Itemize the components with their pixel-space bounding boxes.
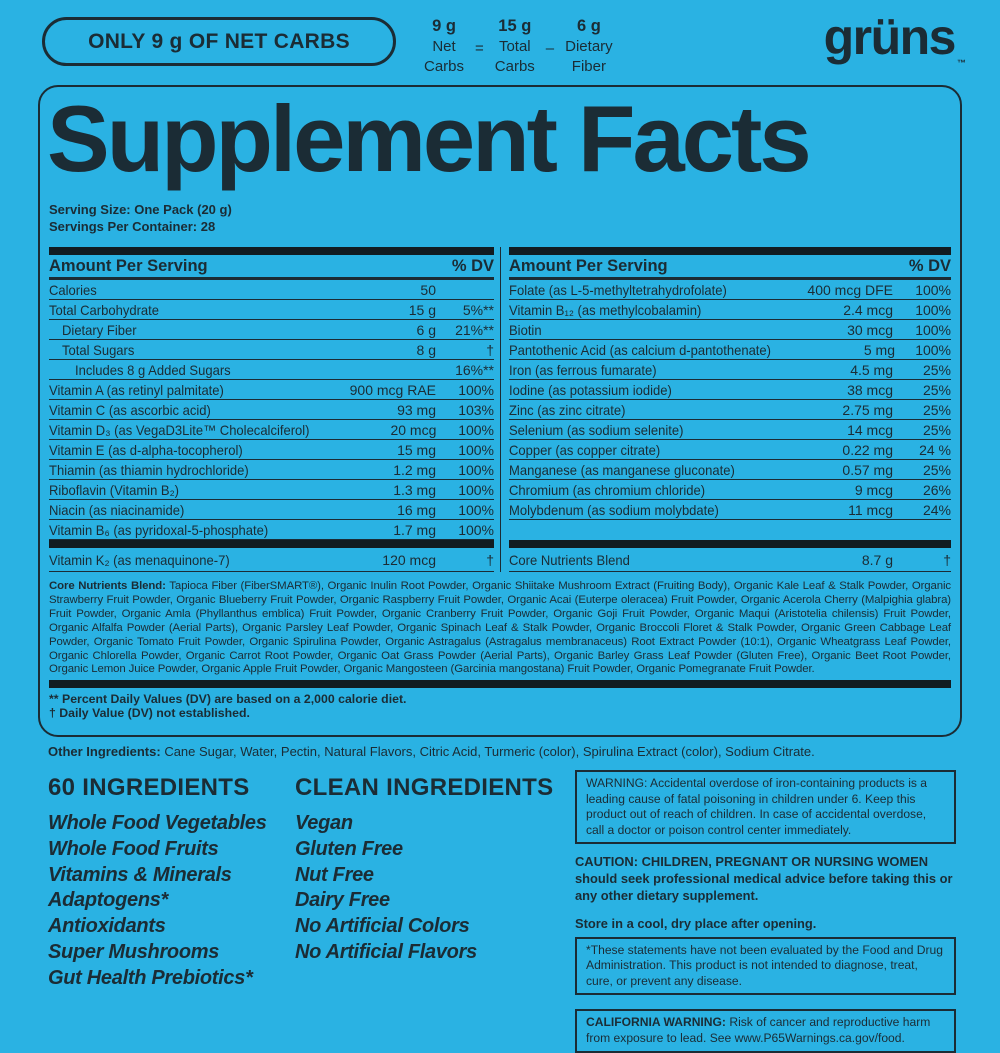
- column-header-amount: Amount Per Serving: [509, 256, 668, 275]
- nutrient-row: [49, 440, 494, 460]
- nutrient-row: [509, 360, 951, 380]
- nutrient-amount: 30 mcg: [847, 321, 893, 338]
- table-header: [49, 255, 494, 280]
- nutrient-amount: 2.75 mg: [842, 401, 893, 418]
- list-item: No Artificial Colors: [295, 915, 470, 938]
- table-top-bar: [49, 247, 494, 255]
- nutrient-name: Vitamin D₃ (as VegaD3Lite™ Cholecalciferol): [49, 421, 310, 438]
- nutrient-dv: 100%: [458, 481, 494, 498]
- nutrient-rows: [509, 280, 951, 540]
- nutrient-amount: 8 g: [416, 341, 436, 358]
- list-item: Gut Health Prebiotics*: [48, 966, 253, 989]
- nutrient-dv: 24 %: [919, 441, 951, 458]
- caution-text: CAUTION: CHILDREN, PREGNANT OR NURSING WOMEN should seek professional medical advice before taking this or any other dietary supplement.: [575, 854, 953, 903]
- panel-bottom-bar: [49, 680, 951, 688]
- nutrient-amount: 93 mg: [397, 401, 436, 418]
- serving-info: [49, 201, 951, 235]
- nutrient-name: Biotin: [509, 321, 542, 338]
- nutrient-amount: 2.4 mcg: [843, 301, 893, 318]
- other-ingredients-text: Cane Sugar, Water, Pectin, Natural Flavors, Citric Acid, Turmeric (color), Spirulina Extract (color), Sodium Citrate.: [164, 744, 815, 759]
- nutrient-row: [49, 400, 494, 420]
- nutrient-row: [509, 480, 951, 500]
- nutrient-dv: 100%: [458, 441, 494, 458]
- clean-ingredients-title: CLEAN INGREDIENTS: [295, 774, 554, 801]
- column-header-amount: Amount Per Serving: [49, 256, 208, 275]
- california-warning-box: [575, 1009, 956, 1052]
- equation-term: [495, 16, 535, 78]
- nutrient-dv: †: [486, 551, 494, 568]
- column-header-dv: % DV: [451, 256, 494, 275]
- warning-notices: [575, 770, 956, 1053]
- equation-word: Total: [498, 37, 531, 55]
- nutrient-amount: 6 g: [416, 321, 436, 338]
- equation-word: Carbs: [494, 58, 535, 75]
- equation-term: [424, 16, 464, 78]
- list-item: Whole Food Fruits: [48, 837, 219, 860]
- nutrient-row: [49, 460, 494, 480]
- equation-value: 9 g: [432, 17, 456, 35]
- nutrient-name: Dietary Fiber: [62, 321, 137, 338]
- nutrient-row: [49, 320, 494, 340]
- equation-value: 15 g: [498, 17, 532, 35]
- ingredients-highlights-title: 60 INGREDIENTS: [48, 774, 250, 801]
- clean-ingredients-list: [295, 811, 565, 966]
- nutrient-row: [49, 500, 494, 520]
- nutrient-amount: 0.57 mg: [842, 461, 893, 478]
- nutrient-name: Chromium (as chromium chloride): [509, 481, 706, 498]
- nutrient-dv: 21%**: [455, 321, 494, 338]
- nutrient-name: Riboflavin (Vitamin B₂): [49, 481, 179, 498]
- iron-warning-box: WARNING: Accidental overdose of iron-containing products is a leading cause of fatal poisoning in children under 6. Keep this product out of reach of children. In case of accidental overdose, call a doctor or poison control center immediately.: [575, 770, 956, 844]
- nutrient-row: [49, 280, 494, 300]
- nutrient-name: Iron (as ferrous fumarate): [509, 361, 657, 378]
- nutrient-row: [509, 320, 951, 340]
- nutrient-table-left: [49, 247, 500, 572]
- ingredients-highlights-list: [48, 811, 293, 992]
- california-warning-text: Risk of cancer and reproductive harm from exposure to lead. See www.P65Warnings.ca.gov/food.: [586, 1015, 931, 1045]
- nutrient-name: Vitamin C (as ascorbic acid): [49, 401, 211, 418]
- table-divider-bar: [49, 540, 494, 548]
- brand-logo-text: grüns: [823, 9, 955, 65]
- list-item: Nut Free: [295, 863, 374, 886]
- other-ingredients: [48, 744, 958, 760]
- equation-word: Carbs: [424, 58, 465, 75]
- nutrient-row: [49, 480, 494, 500]
- nutrient-name: Vitamin K₂ (as menaquinone-7): [49, 551, 230, 568]
- nutrient-row: [49, 300, 494, 320]
- list-item: Dairy Free: [295, 889, 390, 912]
- equation-word: Fiber: [571, 58, 606, 75]
- nutrient-amount: 8.7 g: [861, 551, 893, 568]
- serving-size: Serving Size: One Pack (20 g): [49, 202, 232, 217]
- nutrient-dv: 25%: [922, 361, 951, 378]
- nutrient-amount: 15 g: [408, 301, 436, 318]
- nutrient-row: [49, 380, 494, 400]
- nutrient-name: Pantothenic Acid (as calcium d-pantothenate): [509, 341, 772, 358]
- list-item: Super Mushrooms: [48, 940, 220, 963]
- nutrient-dv: 100%: [915, 281, 951, 298]
- nutrient-dv: 100%: [915, 321, 951, 338]
- table-divider-bar: [509, 540, 951, 548]
- core-nutrients-blend-label: Core Nutrients Blend:: [49, 580, 166, 592]
- nutrient-name: Thiamin (as thiamin hydrochloride): [49, 461, 249, 478]
- core-nutrients-blend: [49, 580, 951, 677]
- net-carbs-equation: [424, 16, 613, 78]
- nutrient-row: [509, 340, 951, 360]
- storage-instructions: Store in a cool, dry place after opening.: [575, 915, 817, 931]
- nutrient-name: Manganese (as manganese gluconate): [509, 461, 735, 478]
- nutrient-dv: 25%: [922, 381, 951, 398]
- nutrient-row: [49, 520, 494, 540]
- nutrient-dv: 103%: [458, 401, 494, 418]
- core-nutrients-blend-text: Tapioca Fiber (FiberSMART®), Organic Inulin Root Powder, Organic Shiitake Mushroom Extract (Fruiting Body), Organic Kale Leaf & Stalk Powder, Organic Strawberry Fruit Powder, Organic Blueberry Fruit Powder, Organic Raspberry Fruit Powder, Organic Acai (Euterpe oleracea) Fruit Powder, Organic Acerola Cherry (Malpighia glabra) Fruit Powder, Organic Amla (Phyllanthus emblica) Fruit Powder, Organic Cranberry Fruit Powder, Organic Goji Fruit Powder, Organic Maqui (Aristotelia chilensis) Fruit Powder, Organic Alfalfa Powder (Aerial Parts), Organic Parsley Leaf Powder, Organic Spinach Leaf & Stalk Powder, Organic Broccoli Floret & Stalk Powder, Organic Green Cabbage Leaf Powder, Organic Tomato Fruit Powder, Organic Spirulina Powder, Organic Astragalus (Astragalus membranaceus) Root Extract Powder (10:1), Organic Wheatgrass Leaf Powder, Organic Chlorella Powder, Organic Carrot Root Powder, Organic Oat Grass Powder (Aerial Parts), Organic Barley Grass Leaf Powder (Gluten Free), Organic Beet Root Powder, Organic Lemon Juice Powder, Organic Apple Fruit Powder, Organic Mangosteen (Garcinia mangostana) Fruit Powder, Organic Pomegranate Fruit Powder.: [49, 580, 951, 676]
- nutrient-row: [49, 360, 494, 380]
- footnote: † Daily Value (DV) not established.: [49, 706, 250, 721]
- nutrient-name: Folate (as L-5-methyltetrahydrofolate): [509, 281, 727, 298]
- clean-ingredients: [295, 774, 565, 966]
- nutrient-row: [509, 280, 951, 300]
- nutrient-name: Total Sugars: [62, 341, 135, 358]
- nutrient-amount: 120 mcg: [382, 551, 436, 568]
- nutrient-row: [509, 400, 951, 420]
- nutrient-dv: †: [943, 551, 951, 568]
- nutrient-amount: 1.3 mg: [393, 481, 436, 498]
- nutrient-dv: 100%: [458, 501, 494, 518]
- nutrient-name: Vitamin B₆ (as pyridoxal-5-phosphate): [49, 521, 269, 538]
- column-header-dv: % DV: [908, 256, 951, 275]
- nutrient-rows: [49, 280, 494, 540]
- net-carbs-badge-text: ONLY 9 g OF NET CARBS: [88, 29, 350, 53]
- nutrient-dv: 25%: [922, 461, 951, 478]
- nutrient-row: [509, 460, 951, 480]
- supplement-facts-panel: [38, 85, 962, 737]
- nutrient-dv: 25%: [922, 401, 951, 418]
- table-header: [509, 255, 951, 280]
- list-item: No Artificial Flavors: [295, 940, 477, 963]
- nutrient-name: Iodine (as potassium iodide): [509, 381, 672, 398]
- servings-per-container: Servings Per Container: 28: [49, 219, 216, 234]
- nutrient-name: Molybdenum (as sodium molybdate): [509, 501, 719, 518]
- nutrient-dv: 16%**: [455, 361, 494, 378]
- list-item: Antioxidants: [48, 915, 166, 938]
- nutrient-row: [509, 380, 951, 400]
- nutrient-amount: 16 mg: [397, 501, 436, 518]
- net-carbs-badge: [42, 17, 396, 66]
- equation-operator: =: [475, 40, 484, 57]
- nutrient-amount: 1.7 mg: [393, 521, 436, 538]
- nutrient-amount: 20 mcg: [390, 421, 437, 438]
- nutrient-row: [509, 420, 951, 440]
- nutrient-dv: 26%: [922, 481, 951, 498]
- equation-value: 6 g: [576, 17, 601, 35]
- nutrient-dv: 25%: [922, 421, 951, 438]
- footnotes: [49, 693, 951, 721]
- equation-word: Dietary: [565, 37, 613, 55]
- nutrient-name: Copper (as copper citrate): [509, 441, 661, 458]
- list-item: Vitamins & Minerals: [48, 863, 232, 886]
- nutrient-dv: 100%: [458, 461, 494, 478]
- list-item: Gluten Free: [295, 837, 403, 860]
- nutrient-amount: 4.5 mg: [850, 361, 893, 378]
- nutrient-amount: 5 mg: [863, 341, 895, 358]
- nutrient-tables: [49, 247, 951, 572]
- nutrient-amount: 0.22 mg: [842, 441, 893, 458]
- list-item: Whole Food Vegetables: [48, 812, 267, 834]
- equation-operator: –: [545, 40, 555, 57]
- ingredients-highlights: [48, 774, 293, 992]
- list-item: Adaptogens*: [48, 889, 169, 912]
- nutrient-name: Total Carbohydrate: [49, 301, 160, 318]
- trademark-symbol: ™: [957, 58, 966, 68]
- nutrient-name: Core Nutrients Blend: [509, 551, 630, 568]
- nutrient-name: Vitamin A (as retinyl palmitate): [49, 381, 224, 398]
- nutrient-dv: 100%: [458, 421, 494, 438]
- nutrient-name: Calories: [49, 281, 97, 298]
- california-warning-label: CALIFORNIA WARNING:: [586, 1015, 726, 1030]
- nutrient-row: [509, 500, 951, 520]
- nutrient-name: Selenium (as sodium selenite): [509, 421, 684, 438]
- nutrient-amount: 1.2 mg: [393, 461, 436, 478]
- nutrient-row: [49, 340, 494, 360]
- nutrient-dv: 100%: [915, 341, 951, 358]
- fda-disclaimer-box: *These statements have not been evaluated by the Food and Drug Administration. This product is not intended to diagnose, treat, cure, or prevent any disease.: [575, 937, 956, 996]
- nutrient-table-right: [500, 247, 951, 572]
- footnote: ** Percent Daily Values (DV) are based on a 2,000 calorie diet.: [49, 692, 407, 707]
- panel-title: Supplement Facts: [47, 86, 809, 191]
- nutrient-dv: 100%: [458, 381, 494, 398]
- equation-term: [565, 16, 613, 78]
- nutrient-row: [49, 548, 494, 572]
- nutrient-amount: 11 mcg: [848, 501, 893, 518]
- nutrient-name: Includes 8 g Added Sugars: [75, 361, 231, 378]
- nutrient-dv: 100%: [458, 521, 494, 538]
- equation-word: Net: [432, 37, 456, 55]
- nutrient-amount: 14 mcg: [847, 421, 893, 438]
- nutrient-dv: 5%**: [462, 301, 494, 318]
- nutrient-dv: 24%: [922, 501, 951, 518]
- nutrient-row: [509, 548, 951, 572]
- nutrient-name: Vitamin B₁₂ (as methylcobalamin): [509, 301, 702, 318]
- nutrient-name: Niacin (as niacinamide): [49, 501, 185, 518]
- table-top-bar: [509, 247, 951, 255]
- nutrient-row: [509, 440, 951, 460]
- nutrient-amount: 38 mcg: [847, 381, 893, 398]
- nutrient-amount: 9 mcg: [854, 481, 893, 498]
- nutrient-dv: 100%: [915, 301, 951, 318]
- nutrient-row: [49, 420, 494, 440]
- nutrient-amount: 50: [420, 281, 436, 298]
- nutrient-row: [509, 300, 951, 320]
- brand-logo: [824, 8, 966, 66]
- nutrient-amount: 900 mcg RAE: [349, 381, 436, 398]
- other-ingredients-label: Other Ingredients:: [48, 744, 161, 759]
- nutrient-dv: †: [486, 341, 494, 358]
- list-item: Vegan: [295, 812, 353, 834]
- nutrient-amount: 400 mcg DFE: [807, 281, 893, 298]
- nutrient-amount: 15 mg: [397, 441, 436, 458]
- nutrient-name: Vitamin E (as d-alpha-tocopherol): [49, 441, 243, 458]
- nutrient-name: Zinc (as zinc citrate): [509, 401, 626, 418]
